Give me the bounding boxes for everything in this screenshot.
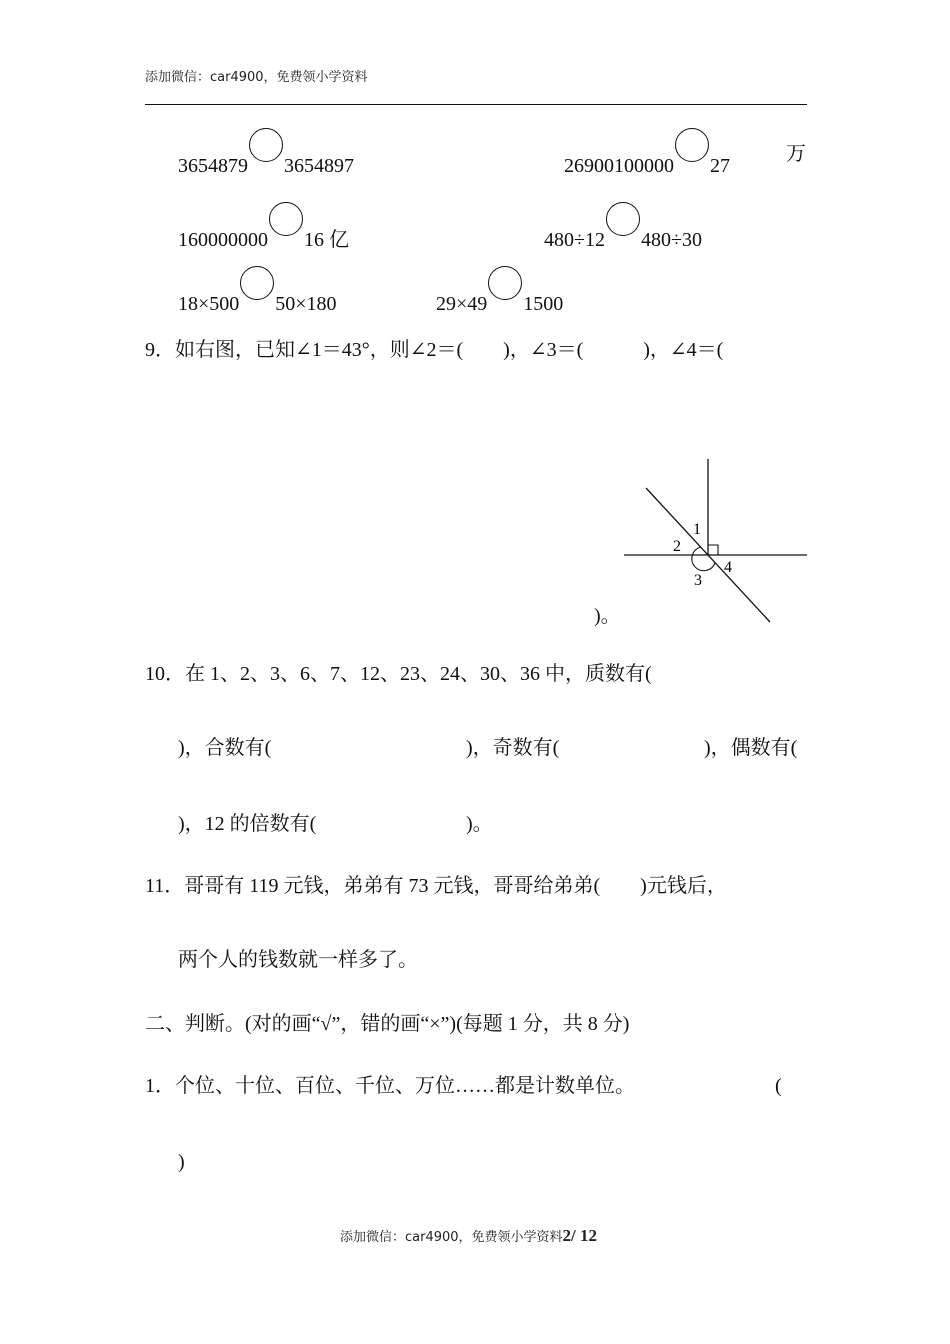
compare-right: 16 亿 [304,229,349,251]
angle-label-3: 3 [694,572,702,589]
compare-right: 3654897 [284,155,354,177]
page-number: 2/ 12 [562,1226,598,1245]
compare-left: 29×49 [436,293,488,315]
q10-end: )。 [466,813,493,835]
compare-row3-b [436,280,563,316]
angle-diagram [620,455,810,627]
compare-right: 480÷30 [640,229,702,251]
compare-left: 18×500 [178,293,240,315]
section2-title: 二、判断。(对的画“√”，错的画“×”)(每题 1 分，共 8 分) [145,1013,630,1035]
footer-text: 添加微信：car4900，免费领小学资料 [340,1230,563,1245]
angle-label-1: 1 [693,521,701,538]
angle-label-2: 2 [673,538,681,555]
answer-circle[interactable] [675,128,709,162]
judge-1-text: 1．个位、十位、百位、千位、万位……都是计数单位。 [145,1075,635,1097]
answer-circle[interactable] [488,266,522,300]
page-header: 添加微信：car4900，免费领小学资料 [145,70,368,85]
answer-circle[interactable] [269,202,303,236]
q9-text: 9．如右图，已知∠1＝43°，则∠2＝( )，∠3＝( )，∠4＝( [145,339,724,361]
answer-circle[interactable] [606,202,640,236]
compare-left: 160000000 [178,229,268,251]
compare-right: 1500 [523,293,564,315]
compare-unit: 万 [786,143,806,165]
judge-1-open-bracket: ( [775,1075,782,1097]
compare-left: 3654879 [178,155,248,177]
judge-1-close-bracket: ) [178,1151,185,1173]
compare-row2-b [544,216,702,252]
q11-line1: 11．哥哥有 119 元钱，弟弟有 73 元钱，哥哥给弟弟( )元钱后， [145,875,727,897]
q10-odd: )，奇数有( [466,737,560,759]
q10-composite: )，合数有( [178,737,272,759]
compare-right: 27 [710,155,730,177]
page-footer [340,1226,597,1246]
q10-multiples: )，12 的倍数有( [178,813,317,835]
compare-row1-b [564,142,730,178]
compare-left: 480÷12 [544,229,605,251]
answer-circle[interactable] [249,128,283,162]
compare-row3-a [178,280,337,316]
angle-label-4: 4 [724,559,732,576]
answer-circle[interactable] [240,266,274,300]
q9-end: )。 [594,605,621,627]
compare-right: 50×180 [275,293,337,315]
compare-row2-a [178,216,349,252]
right-angle-mark [708,545,718,555]
compare-left: 26900100000 [564,155,674,177]
q10-line1: 10．在 1、2、3、6、7、12、23、24、30、36 中，质数有( [145,663,652,685]
q10-even: )，偶数有( [704,737,798,759]
q11-line2: 两个人的钱数就一样多了。 [178,949,418,971]
header-rule [145,104,807,105]
compare-row1-a [178,142,354,178]
